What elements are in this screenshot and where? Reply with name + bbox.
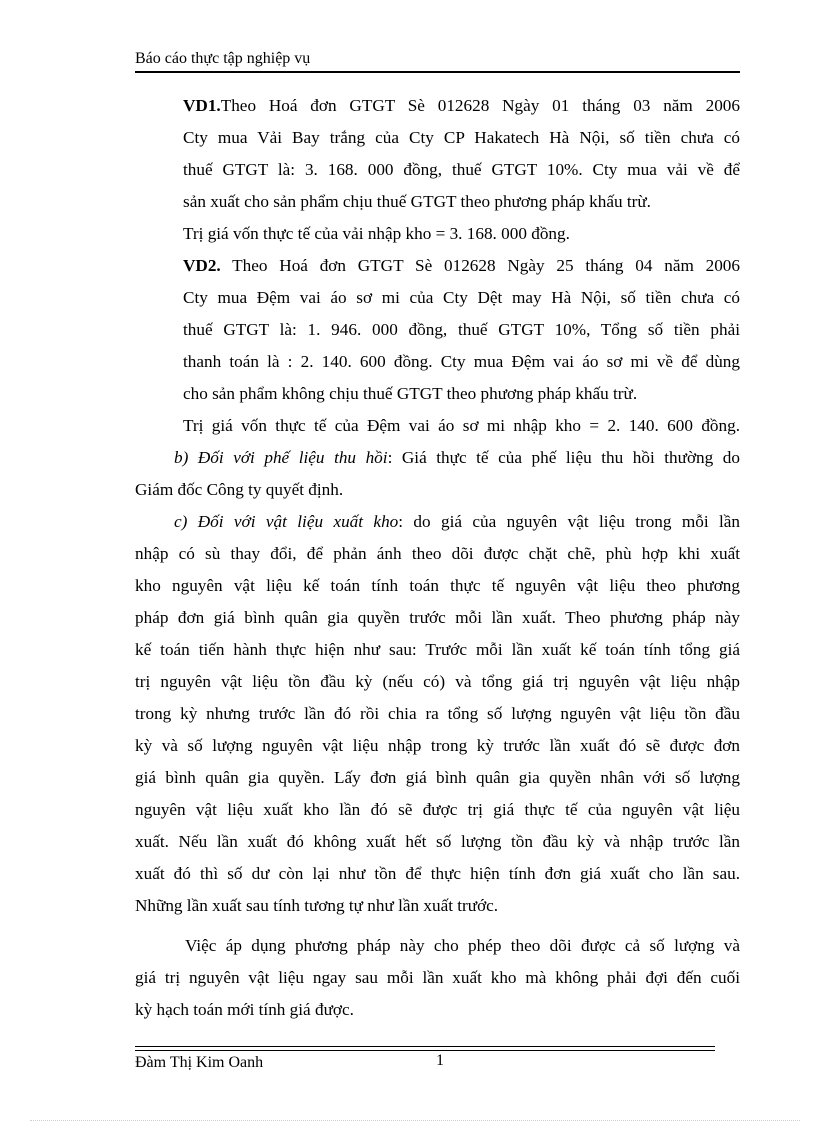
- footer-divider-top: [135, 1046, 715, 1047]
- section-c-last-line: Những lần xuất sau tính tương tự như lần xuất trước.: [135, 896, 499, 915]
- vd1-line-2: Cty mua Vải Bay trắng của Cty CP Hakatech Hà Nội, số tiền chưa có: [183, 128, 740, 147]
- vd2-line-6: Trị giá vốn thực tế của Đệm vai áo sơ mi nhập kho = 2. 140. 600 đồng.: [183, 416, 740, 435]
- vd1-line-5: Trị giá vốn thực tế của vải nhập kho = 3. 168. 000 đồng.: [183, 224, 570, 243]
- vd1-line-1: VD1.Theo Hoá đơn GTGT Sè 012628 Ngày 01 tháng 03 năm 2006: [183, 96, 740, 115]
- section-b-heading: b) Đối với phế liệu thu hồi: [174, 448, 388, 467]
- running-header: Báo cáo thực tập nghiệp vụ: [135, 50, 311, 67]
- section-b-line-1: b) Đối với phế liệu thu hồi: Giá thực tế của phế liệu thu hồi thường do: [174, 448, 740, 467]
- vd1-label: VD1.: [183, 96, 221, 115]
- page-edge-dotted-line: [30, 1120, 800, 1121]
- section-c-line: pháp đơn giá bình quân gia quyền trước mỗi lần xuất. Theo phương pháp này: [135, 608, 740, 627]
- vd1-line-3: thuế GTGT là: 3. 168. 000 đồng, thuế GTGT 10%. Cty mua vải về để: [183, 160, 740, 179]
- vd2-label: VD2.: [183, 256, 221, 275]
- vd2-line-1: VD2. Theo Hoá đơn GTGT Sè 012628 Ngày 25 tháng 04 năm 2006: [183, 256, 740, 275]
- section-c-line: kho nguyên vật liệu kế toán tính toán thực tế nguyên vật liệu theo phương: [135, 576, 740, 595]
- section-c-heading: c) Đối với vật liệu xuất kho: [174, 512, 399, 531]
- vd2-line-2: Cty mua Đệm vai áo sơ mi của Cty Dệt may Hà Nội, số tiền chưa có: [183, 288, 740, 307]
- section-c-line: xuất. Nếu lần xuất đó không xuất hết số lượng tồn đầu kỳ và nhập trước lần: [135, 832, 740, 851]
- footer-author: Đàm Thị Kim Oanh: [135, 1054, 264, 1071]
- section-c-line: trong kỳ nhưng trước lần đó rồi chia ra tổng số lượng nguyên vật liệu tồn đầu: [135, 704, 740, 723]
- conclusion-line-1: Việc áp dụng phương pháp này cho phép theo dõi được cả số lượng và: [185, 936, 740, 955]
- section-c-line: giá bình quân gia quyền. Lấy đơn giá bình quân gia quyền nhân với số lượng: [135, 768, 740, 787]
- vd2-line-4: thanh toán là : 2. 140. 600 đồng. Cty mua Đệm vai áo sơ mi về để dùng: [183, 352, 740, 371]
- section-b-line-2: Giám đốc Công ty quyết định.: [135, 480, 344, 499]
- page-number: 1: [436, 1052, 444, 1069]
- section-c-line: kỳ và số lượng nguyên vật liệu nhập trong kỳ trước lần xuất đó sẽ được đơn: [135, 736, 740, 755]
- section-c-line: xuất đó thì số dư còn lại như tồn để thực hiện tính đơn giá xuất cho lần sau.: [135, 864, 740, 883]
- vd1-line-4: sản xuất cho sản phẩm chịu thuế GTGT theo phương pháp khấu trừ.: [183, 192, 651, 211]
- footer-divider-bottom: [135, 1050, 715, 1051]
- section-c-line: kế toán tiến hành thực hiện như sau: Trước mỗi lần xuất kế toán tính tổng giá: [135, 640, 740, 659]
- document-body: [135, 90, 740, 1026]
- section-c-line: trị nguyên vật liệu tồn đầu kỳ (nếu có) và tổng giá trị nguyên vật liệu nhập: [135, 672, 740, 691]
- header-divider: [135, 71, 740, 73]
- conclusion-line-2: giá trị nguyên vật liệu ngay sau mỗi lần xuất kho mà không phải đợi đến cuối: [135, 968, 740, 987]
- section-c-line-1: c) Đối với vật liệu xuất kho: do giá của nguyên vật liệu trong mỗi lần: [174, 512, 740, 531]
- conclusion-line-3: kỳ hạch toán mới tính giá được.: [135, 1000, 354, 1019]
- vd2-line-5: cho sản phẩm không chịu thuế GTGT theo phương pháp khấu trừ.: [183, 384, 638, 403]
- section-c-line: nguyên vật liệu xuất kho lần đó sẽ được trị giá thực tế của nguyên vật liệu: [135, 800, 740, 819]
- paragraph-gap: [135, 922, 740, 930]
- vd2-line-3: thuế GTGT là: 1. 946. 000 đồng, thuế GTGT 10%, Tổng số tiền phải: [183, 320, 740, 339]
- section-c-line: nhập có sù thay đổi, để phản ánh theo dõi được chặt chẽ, phù hợp khi xuất: [135, 544, 740, 563]
